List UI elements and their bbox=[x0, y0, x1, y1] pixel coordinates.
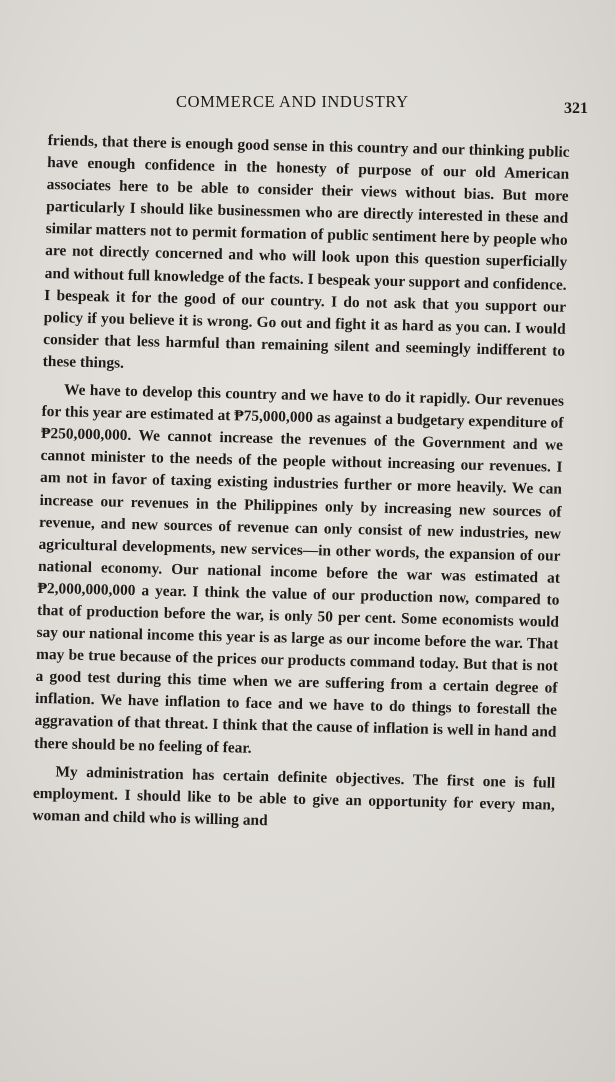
paragraph-1: friends, that there is enough good sense in this country and our thinking public have enough confidence in the honesty of purpose of our old American associates here to be able to consider their views without bias. But more particularly I should like businessmen who are directly interested in these and similar matters not to permit formation of public sentiment here by people who are not directly concerned and who will look upon this question superficially and without full knowledge of the facts. I bespeak your support and confidence. I bespeak it for the good of our country. I do not ask that you support our policy if you believe it is wrong. Go out and fight it as hard as you can. I would consider that less harmful than remaining silent and seemingly indifferent to these things. bbox=[42, 131, 570, 372]
paragraph-2: We have to develop this country and we have to do it rapidly. Our revenues for this year are estimated at ₱75,000,000 as against a budgetary expenditure of ₱250,000,000. We cannot increase the revenues of the Government and we cannot minister to the needs of the people without increasing our revenues. I am not in favor of taxing existing industries further or more heavily. We can increase our revenues in the Philippines only by increasing new sources of revenue, and new sources of revenue can only consist of new industries, new agricultural developments, new services—in other words, the expansion of our national economy. Our national income before the war was estimated at ₱2,000,000,000 a year. I think the value of our production now, compared to that of production before the war, is only 50 per cent. Some economists would say our national income this year is as large as our income before the war. That may be true because of the prices our products command today. But that is not a good test during this time when we are suffering from a certain degree of inflation. We have inflation to face and we have to do things to forestall the aggravation of that threat. I think that the cause of inflation is well in hand and there should be no feeling of fear. bbox=[33, 381, 565, 757]
body-text bbox=[32, 130, 570, 839]
page-header bbox=[48, 92, 588, 120]
paragraph-3: My administration has certain definite objectives. The first one is full employment. I should like to be able to give an opportunity for every man, woman and child who is willing and bbox=[32, 762, 556, 829]
running-title: COMMERCE AND INDUSTRY bbox=[176, 92, 409, 111]
page-number: 321 bbox=[564, 100, 588, 117]
